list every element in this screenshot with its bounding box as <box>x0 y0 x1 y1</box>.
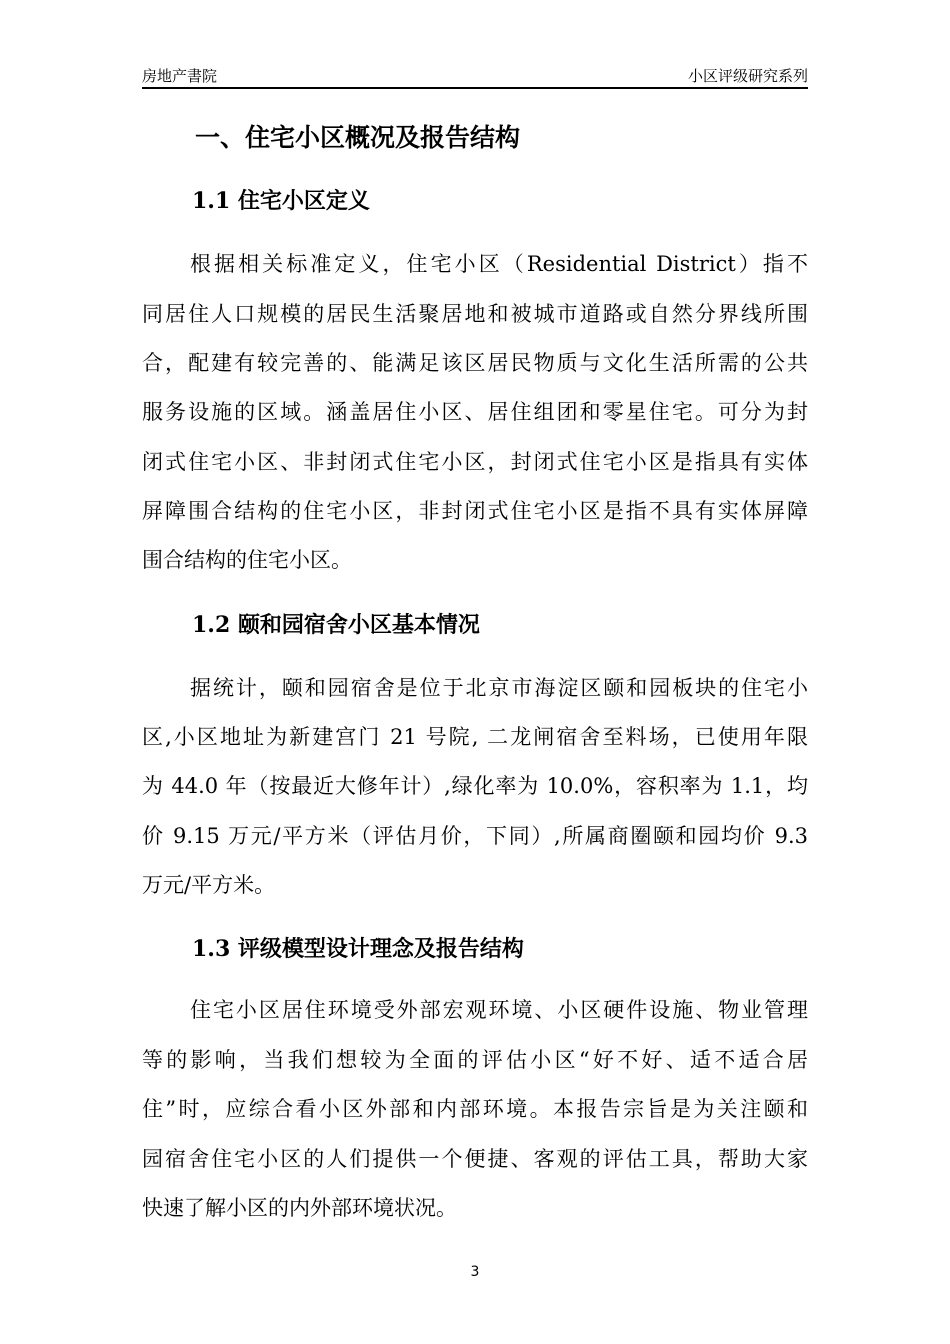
paragraph-line: 价 9.15 万元/平方米（评估月价，下同）,所属商圈颐和园均价 9.3 <box>142 824 808 848</box>
paragraph-line: 区,小区地址为新建宫门 21 号院, 二龙闸宿舍至料场，已使用年限 <box>142 725 808 749</box>
paragraph-line: 住”时，应综合看小区外部和内部环境。本报告宗旨是为关注颐和 <box>142 1097 808 1121</box>
paragraph-line: 闭式住宅小区、非封闭式住宅小区，封闭式住宅小区是指具有实体 <box>142 450 808 474</box>
subsection-heading-1-2: 1.2 颐和园宿舍小区基本情况 <box>192 612 480 638</box>
subsection-heading-1-3: 1.3 评级模型设计理念及报告结构 <box>192 936 524 962</box>
paragraph-line: 根据相关标准定义，住宅小区（Residential District）指不 <box>190 252 808 276</box>
paragraph-line: 住宅小区居住环境受外部宏观环境、小区硬件设施、物业管理 <box>190 998 808 1022</box>
section-heading: 一、住宅小区概况及报告结构 <box>195 123 521 152</box>
header-divider <box>142 87 808 89</box>
page-number: 3 <box>470 1264 480 1280</box>
paragraph-line: 合，配建有较完善的、能满足该区居民物质与文化生活所需的公共 <box>142 351 808 375</box>
paragraph-line: 快速了解小区的内外部环境状况。 <box>142 1196 457 1220</box>
paragraph-line: 万元/平方米。 <box>142 873 276 897</box>
paragraph-line: 为 44.0 年（按最近大修年计）,绿化率为 10.0%，容积率为 1.1，均 <box>142 774 808 798</box>
paragraph-line: 据统计，颐和园宿舍是位于北京市海淀区颐和园板块的住宅小 <box>190 676 808 700</box>
header-left-title: 房地产書院 <box>142 67 218 85</box>
paragraph-line: 等的影响，当我们想较为全面的评估小区“好不好、适不适合居 <box>142 1048 808 1072</box>
header-right-title: 小区评级研究系列 <box>687 67 808 85</box>
paragraph-line: 同居住人口规模的居民生活聚居地和被城市道路或自然分界线所围 <box>142 302 808 326</box>
paragraph-line: 服务设施的区域。涵盖居住小区、居住组团和零星住宅。可分为封 <box>142 400 808 424</box>
paragraph-line: 屏障围合结构的住宅小区，非封闭式住宅小区是指不具有实体屏障 <box>142 499 808 523</box>
paragraph-line: 围合结构的住宅小区。 <box>142 548 352 572</box>
paragraph-line: 园宿舍住宅小区的人们提供一个便捷、客观的评估工具，帮助大家 <box>142 1147 808 1171</box>
subsection-heading-1-1: 1.1 住宅小区定义 <box>192 188 370 214</box>
